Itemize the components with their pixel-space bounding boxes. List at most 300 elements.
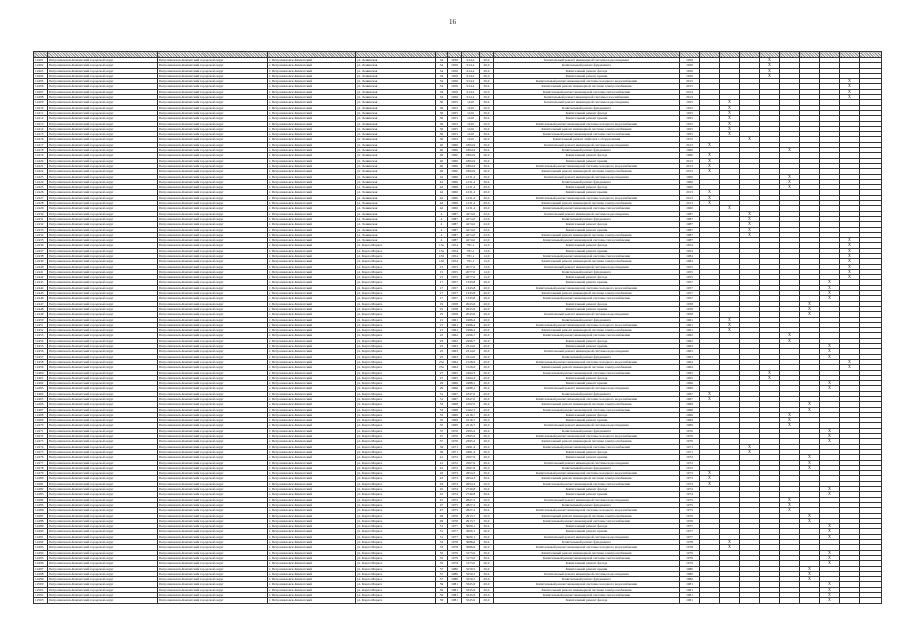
table-cell: Петропавловск-Камчатский городской округ	[48, 402, 158, 407]
table-cell: Петропавловск-Камчатский городской округ	[158, 508, 268, 513]
table-cell: ул. Ленинская	[356, 116, 436, 121]
table-cell: ул. Карла Маркса	[356, 444, 436, 449]
table-cell: 4274,0	[462, 222, 480, 227]
table-cell: 1981	[448, 592, 462, 597]
table-cell: 1973	[448, 476, 462, 481]
table-cell: 2014	[680, 89, 700, 94]
table-cell: 40	[436, 158, 448, 163]
table-cell: ул. Карла Маркса	[356, 487, 436, 492]
table-cell: Петропавловск-Камчатский городской округ	[158, 322, 268, 327]
table-cell: 3345,9	[462, 598, 480, 603]
table-cell: 12449	[34, 312, 48, 317]
table-cell: 12461	[34, 375, 48, 380]
table-cell: 2567,9	[462, 455, 480, 460]
table-cell: Капитальный ремонт фасада	[494, 243, 680, 248]
table-cell: Капитальный ремонт инженерной системы теплоснабжения	[494, 132, 680, 137]
table-cell: X	[820, 534, 840, 539]
table-cell: ул. Ленинская	[356, 227, 436, 232]
table-cell: г. Петропавловск-Камчатский	[268, 555, 356, 560]
table-cell: X	[840, 359, 860, 364]
table-cell: г. Петропавловск-Камчатский	[268, 280, 356, 285]
table-cell: ул. Карла Маркса	[356, 248, 436, 253]
table-cell: Петропавловск-Камчатский городской округ	[48, 137, 158, 142]
table-cell: 20,0	[480, 487, 494, 492]
table-cell: г. Петропавловск-Камчатский	[268, 365, 356, 370]
table-cell: г. Петропавловск-Камчатский	[268, 174, 356, 179]
table-cell: X	[700, 397, 720, 402]
table-cell: 20,0	[480, 296, 494, 301]
table-cell: ул. Карла Маркса	[356, 592, 436, 597]
table-cell: 1971	[680, 444, 700, 449]
table-cell: г. Петропавловск-Камчатский	[268, 121, 356, 126]
table-cell: Петропавловск-Камчатский городской округ	[48, 285, 158, 290]
table-cell: ул. Ленинская	[356, 195, 436, 200]
table-cell: Петропавловск-Камчатский городской округ	[158, 471, 268, 476]
table-cell: X	[820, 561, 840, 566]
table-cell: г. Петропавловск-Камчатский	[268, 598, 356, 603]
table-cell: 20,0	[480, 540, 494, 545]
table-cell: ул. Ленинская	[356, 68, 436, 73]
table-cell: Петропавловск-Камчатский городской округ	[48, 84, 158, 89]
table-cell: 20,0	[480, 518, 494, 523]
table-cell: 1956	[448, 79, 462, 84]
table-cell: ул. Ленинская	[356, 179, 436, 184]
table-cell: Петропавловск-Камчатский городской округ	[48, 216, 158, 221]
table-cell: 1969	[448, 423, 462, 428]
table-cell: 12420	[34, 158, 48, 163]
table-cell: Капитальный ремонт фундамента	[494, 428, 680, 433]
table-cell: Капитальный ремонт фасада	[494, 301, 680, 306]
table-cell: ул. Карла Маркса	[356, 269, 436, 274]
table-cell: Петропавловск-Камчатский городской округ	[48, 206, 158, 211]
table-cell: X	[780, 502, 800, 507]
table-cell: 2043,6	[462, 306, 480, 311]
table-cell: X	[840, 89, 860, 94]
table-cell: ул. Карла Маркса	[356, 381, 436, 386]
table-cell: ул. Ленинская	[356, 84, 436, 89]
table-cell: Петропавловск-Камчатский городской округ	[48, 545, 158, 550]
table-cell: 12496	[34, 561, 48, 566]
table-cell: 1969	[680, 412, 700, 417]
table-cell: Петропавловск-Камчатский городской округ	[48, 518, 158, 523]
table-cell: ул. Карла Маркса	[356, 322, 436, 327]
table-cell: 45	[436, 492, 448, 497]
table-cell: 39	[436, 444, 448, 449]
table-cell: 1956	[448, 89, 462, 94]
table-cell: г. Петропавловск-Камчатский	[268, 344, 356, 349]
table-cell: 35	[436, 423, 448, 428]
table-cell: Капитальный ремонт инженерной системы холодного водоснабжения	[494, 163, 680, 168]
table-cell: 1957	[680, 285, 700, 290]
table-cell: ул. Карла Маркса	[356, 439, 436, 444]
table-cell: 1961	[448, 322, 462, 327]
table-cell: 1410	[462, 126, 480, 131]
table-cell: Петропавловск-Камчатский городской округ	[48, 142, 158, 147]
table-cell: 13а	[436, 243, 448, 248]
table-cell: 914,2	[462, 63, 480, 68]
table-cell: 36	[436, 100, 448, 105]
table-cell: Петропавловск-Камчатский городской округ	[48, 291, 158, 296]
table-cell: 20,0	[480, 592, 494, 597]
table-cell: Петропавловск-Камчатский городской округ	[158, 592, 268, 597]
table-cell: 47	[436, 497, 448, 502]
table-cell: ул. Карла Маркса	[356, 540, 436, 545]
table-cell: 1954	[448, 248, 462, 253]
table-cell: 2102,5	[462, 407, 480, 412]
table-cell: 2567,9	[462, 460, 480, 465]
table-cell: Петропавловск-Камчатский городской округ	[158, 100, 268, 105]
table-cell: г. Петропавловск-Камчатский	[268, 508, 356, 513]
table-cell: 1979	[680, 550, 700, 555]
table-cell: 20,0	[480, 465, 494, 470]
table-cell: 1960	[448, 169, 462, 174]
table-cell: 1971	[680, 449, 700, 454]
table-cell: 1973	[680, 476, 700, 481]
table-cell: 1978	[680, 545, 700, 550]
table-cell: г. Петропавловск-Камчатский	[268, 487, 356, 492]
table-cell: 1972	[680, 460, 700, 465]
table-cell: г. Петропавловск-Камчатский	[268, 471, 356, 476]
table-cell: 12456	[34, 349, 48, 354]
table-cell: 12437	[34, 248, 48, 253]
table-cell: г. Петропавловск-Камчатский	[268, 269, 356, 274]
table-cell: 1968	[448, 407, 462, 412]
table-cell: 1974	[448, 492, 462, 497]
table-cell: 12499	[34, 577, 48, 582]
table-cell: г. Петропавловск-Камчатский	[268, 349, 356, 354]
table-cell: ул. Ленинская	[356, 63, 436, 68]
table-cell: Капитальный ремонт инженерной системы теплоснабжения	[494, 206, 680, 211]
table-cell: X	[820, 354, 840, 359]
table-cell: 1958	[680, 301, 700, 306]
table-cell: 1410	[462, 121, 480, 126]
table-cell: 36	[436, 105, 448, 110]
table-cell: ул. Карла Маркса	[356, 391, 436, 396]
table-cell: Петропавловск-Камчатский городской округ	[48, 471, 158, 476]
table-cell: г. Петропавловск-Камчатский	[268, 142, 356, 147]
table-cell: г. Петропавловск-Камчатский	[268, 338, 356, 343]
table-cell: Петропавловск-Камчатский городской округ	[158, 502, 268, 507]
table-cell: 20,0	[480, 407, 494, 412]
table-cell	[840, 598, 860, 603]
table-cell: Петропавловск-Камчатский городской округ	[158, 291, 268, 296]
table-cell: 12423	[34, 174, 48, 179]
table-cell: X	[740, 232, 760, 237]
table-cell: 20,0	[480, 153, 494, 158]
table-cell: ул. Карла Маркса	[356, 561, 436, 566]
table-cell: Капитальный ремонт инженерной системы холодного водоснабжения	[494, 508, 680, 513]
table-cell: Петропавловск-Камчатский городской округ	[48, 449, 158, 454]
table-cell: Капитальный ремонт инженерной системы холодного водоснабжения	[494, 471, 680, 476]
table-cell: Петропавловск-Камчатский городской округ	[158, 89, 268, 94]
table-cell: Петропавловск-Камчатский городской округ	[48, 338, 158, 343]
table-cell: 20,0	[480, 598, 494, 603]
table-cell: 1974	[680, 487, 700, 492]
table-cell: 13а	[436, 248, 448, 253]
table-cell: 20,0	[480, 312, 494, 317]
table-cell: 2015	[680, 79, 700, 84]
table-cell: 20,0	[480, 126, 494, 131]
table-cell: ул. Карла Маркса	[356, 291, 436, 296]
table-cell: Петропавловск-Камчатский городской округ	[158, 598, 268, 603]
table-cell: 36	[436, 126, 448, 131]
table-cell: Капитальный ремонт инженерной системы холодного водоснабжения	[494, 195, 680, 200]
table-cell: 20,0	[480, 174, 494, 179]
table-cell: г. Петропавловск-Камчатский	[268, 89, 356, 94]
table-cell: 20,0	[480, 582, 494, 587]
table-cell: г. Петропавловск-Камчатский	[268, 386, 356, 391]
table-cell: Капитальный ремонт крыши	[494, 306, 680, 311]
table-cell: Петропавловск-Камчатский городской округ	[158, 492, 268, 497]
table-cell: г. Петропавловск-Камчатский	[268, 545, 356, 550]
table-cell: г. Петропавловск-Камчатский	[268, 391, 356, 396]
table-cell: 4	[436, 227, 448, 232]
table-cell: 2314,0	[462, 349, 480, 354]
table-cell: X	[700, 190, 720, 195]
table-cell: Петропавловск-Камчатский городской округ	[158, 412, 268, 417]
table-cell: 1979	[680, 561, 700, 566]
table-cell: 12413	[34, 121, 48, 126]
table-cell: Петропавловск-Камчатский городской округ	[158, 179, 268, 184]
table-cell: Капитальный ремонт крыши	[494, 492, 680, 497]
table-cell: 1981	[680, 587, 700, 592]
table-cell: 2013	[680, 201, 700, 206]
table-cell: 12435	[34, 238, 48, 243]
table-cell: 1964	[680, 365, 700, 370]
table-cell: Петропавловск-Камчатский городской округ	[48, 540, 158, 545]
table-cell: ул. Карла Маркса	[356, 338, 436, 343]
table-cell: 1956	[448, 84, 462, 89]
table-cell: ул. Ленинская	[356, 158, 436, 163]
table-cell: 20,0	[480, 534, 494, 539]
table-cell: ул. Ленинская	[356, 222, 436, 227]
table-cell: Петропавловск-Камчатский городской округ	[48, 333, 158, 338]
table-cell: 1987	[448, 222, 462, 227]
table-cell: 12471	[34, 428, 48, 433]
table-cell: 12448	[34, 306, 48, 311]
table-cell: Капитальный ремонт инженерной системы электроснабжения	[494, 232, 680, 237]
table-cell: 20,0	[480, 185, 494, 190]
table-cell: 12462	[34, 381, 48, 386]
table-cell: 21	[436, 317, 448, 322]
table-cell: 20,0	[480, 492, 494, 497]
table-cell: Петропавловск-Камчатский городской округ	[48, 95, 158, 100]
table-cell: г. Петропавловск-Камчатский	[268, 481, 356, 486]
table-cell: 47	[436, 502, 448, 507]
table-cell: 12469	[34, 418, 48, 423]
table-cell: X	[820, 555, 840, 560]
table-cell: ул. Карла Маркса	[356, 328, 436, 333]
table-cell: 41	[436, 460, 448, 465]
table-cell: 17	[436, 280, 448, 285]
table-cell: Петропавловск-Камчатский городской округ	[158, 132, 268, 137]
table-cell: Петропавловск-Камчатский городской округ	[158, 153, 268, 158]
table-cell: 20,0	[480, 587, 494, 592]
table-cell: 20,0	[480, 317, 494, 322]
table-cell: Капитальный ремонт инженерной системы теплоснабжения	[494, 238, 680, 243]
table-cell: 20,0	[480, 333, 494, 338]
table-cell: 1956	[448, 68, 462, 73]
table-cell: Капитальный ремонт инженерной системы электроснабжения	[494, 84, 680, 89]
table-cell: 1343,8	[462, 285, 480, 290]
table-cell: 1969	[680, 418, 700, 423]
table-cell: 12430	[34, 211, 48, 216]
table-cell: Капитальный ремонт инженерной системы теплоснабжения	[494, 444, 680, 449]
table-cell: Петропавловск-Камчатский городской округ	[158, 110, 268, 115]
table-cell: 1231,2	[462, 179, 480, 184]
table-cell: Петропавловск-Камчатский городской округ	[158, 137, 268, 142]
table-cell: 12432	[34, 222, 48, 227]
table-cell: 2013	[680, 163, 700, 168]
table-cell: Петропавловск-Камчатский городской округ	[158, 79, 268, 84]
table-cell: 20,0	[480, 100, 494, 105]
table-cell: Петропавловск-Камчатский городской округ	[48, 566, 158, 571]
table-cell: X	[760, 68, 780, 73]
table-cell: г. Петропавловск-Камчатский	[268, 169, 356, 174]
table-cell: 36	[436, 110, 448, 115]
table-cell: Капитальный ремонт фасада	[494, 375, 680, 380]
table-cell: X	[820, 492, 840, 497]
table-cell: X	[800, 460, 820, 465]
table-cell: Петропавловск-Камчатский городской округ	[48, 349, 158, 354]
table-cell: 20,0	[480, 201, 494, 206]
table-cell: 1864,9	[462, 142, 480, 147]
table-cell: г. Петропавловск-Камчатский	[268, 571, 356, 576]
table-cell: Капитальный ремонт фундамента	[494, 148, 680, 153]
table-cell: Капитальный ремонт инженерной системы электроснабжения	[494, 201, 680, 206]
table-cell: 12453	[34, 333, 48, 338]
table-cell: г. Петропавловск-Камчатский	[268, 232, 356, 237]
table-cell: 1975	[448, 502, 462, 507]
table-cell: 1962	[680, 333, 700, 338]
table-cell: 2077,0	[462, 275, 480, 280]
table-cell: 12444	[34, 285, 48, 290]
table-cell: Петропавловск-Камчатский городской округ	[158, 386, 268, 391]
table-cell: Капитальный ремонт инженерной системы водоотведения	[494, 100, 680, 105]
table-cell: 1978	[448, 540, 462, 545]
table-cell: Петропавловск-Камчатский городской округ	[158, 571, 268, 576]
table-cell: Капитальный ремонт фасада	[494, 153, 680, 158]
table-cell: Петропавловск-Камчатский городской округ	[48, 79, 158, 84]
table-cell: X	[820, 428, 840, 433]
table-cell: 1976	[448, 513, 462, 518]
table-cell: ул. Ленинская	[356, 148, 436, 153]
table-cell: Капитальный ремонт инженерной системы теплоснабжения	[494, 89, 680, 94]
table-cell: 51	[436, 524, 448, 529]
table-cell: Петропавловск-Камчатский городской округ	[48, 100, 158, 105]
table-cell: 1955	[448, 132, 462, 137]
table-cell: Петропавловск-Камчатский городской округ	[48, 222, 158, 227]
table-cell: 20,0	[480, 412, 494, 417]
table-cell: Петропавловск-Камчатский городской округ	[48, 264, 158, 269]
table-cell: Капитальный ремонт крыши	[494, 381, 680, 386]
table-cell: Петропавловск-Камчатский городской округ	[158, 142, 268, 147]
table-cell: Капитальный ремонт инженерной системы электроснабжения	[494, 126, 680, 131]
table-cell: Петропавловск-Камчатский городской округ	[158, 195, 268, 200]
table-cell: 12447	[34, 301, 48, 306]
table-cell: 42	[436, 185, 448, 190]
table-cell: Капитальный ремонт фасада	[494, 412, 680, 417]
table-cell: ул. Карла Маркса	[356, 243, 436, 248]
table-cell: г. Петропавловск-Камчатский	[268, 153, 356, 158]
table-cell: X	[700, 481, 720, 486]
table-cell: Петропавловск-Камчатский городской округ	[48, 227, 158, 232]
table-cell: 20,0	[480, 550, 494, 555]
table-cell: 12501	[34, 587, 48, 592]
table-cell: X	[720, 132, 740, 137]
table-cell: X	[780, 423, 800, 428]
table-cell: г. Петропавловск-Камчатский	[268, 285, 356, 290]
table-cell: 12431	[34, 216, 48, 221]
table-cell: 1987	[680, 216, 700, 221]
table-cell: 1957	[680, 291, 700, 296]
table-cell: X	[720, 206, 740, 211]
table-cell: Петропавловск-Камчатский городской округ	[158, 105, 268, 110]
table-cell: Петропавловск-Камчатский городской округ	[48, 587, 158, 592]
table-cell: Петропавловск-Камчатский городской округ	[48, 460, 158, 465]
table-cell: Капитальный ремонт крыши	[494, 190, 680, 195]
table-cell: 1528,6	[462, 359, 480, 364]
table-cell: 1955	[448, 275, 462, 280]
table-cell: Петропавловск-Камчатский городской округ	[158, 534, 268, 539]
table-cell: 1979	[448, 555, 462, 560]
table-cell: X	[820, 529, 840, 534]
table-cell: 1864,9	[462, 153, 480, 158]
table-cell: Петропавловск-Камчатский городской округ	[48, 555, 158, 560]
table-cell: 12458	[34, 359, 48, 364]
table-cell: ул. Карла Маркса	[356, 529, 436, 534]
table-cell: Петропавловск-Камчатский городской округ	[158, 577, 268, 582]
table-cell: 12405	[34, 79, 48, 84]
table-cell: Петропавловск-Камчатский городской округ	[158, 158, 268, 163]
table-cell: X	[820, 344, 840, 349]
table-cell: 1957	[680, 280, 700, 285]
table-cell: 2913,7	[462, 513, 480, 518]
table-cell: Петропавловск-Камчатский городской округ	[158, 238, 268, 243]
table-cell: г. Петропавловск-Камчатский	[268, 412, 356, 417]
table-cell: 781,1	[462, 253, 480, 258]
table-cell: 1694,3	[462, 370, 480, 375]
table-cell: 59	[436, 587, 448, 592]
table-cell: X	[720, 121, 740, 126]
table-cell: 20,0	[480, 280, 494, 285]
table-cell: 1970	[448, 439, 462, 444]
table-cell: 3173,0	[462, 561, 480, 566]
table-cell: Петропавловск-Камчатский городской округ	[48, 513, 158, 518]
table-cell: г. Петропавловск-Камчатский	[268, 243, 356, 248]
table-cell: 1968	[680, 402, 700, 407]
table-cell: г. Петропавловск-Камчатский	[268, 105, 356, 110]
table-cell: 12466	[34, 402, 48, 407]
table-cell: 37	[436, 428, 448, 433]
table-cell: X	[720, 322, 740, 327]
table-cell: ул. Карла Маркса	[356, 285, 436, 290]
table-cell: ул. Карла Маркса	[356, 513, 436, 518]
table-cell: 1231,2	[462, 206, 480, 211]
table-cell: 1965	[448, 370, 462, 375]
table-cell: 2481,4	[462, 444, 480, 449]
table-cell: ул. Ленинская	[356, 216, 436, 221]
table-cell: Петропавловск-Камчатский городской округ	[158, 275, 268, 280]
table-cell: 12438	[34, 253, 48, 258]
table-cell: 2013	[680, 158, 700, 163]
table-cell: X	[800, 407, 820, 412]
table-cell: г. Петропавловск-Камчатский	[268, 518, 356, 523]
table-cell: г. Петропавловск-Камчатский	[268, 222, 356, 227]
table-cell: 3259,5	[462, 577, 480, 582]
table-cell: 1979	[448, 561, 462, 566]
table-cell: 36	[436, 116, 448, 121]
